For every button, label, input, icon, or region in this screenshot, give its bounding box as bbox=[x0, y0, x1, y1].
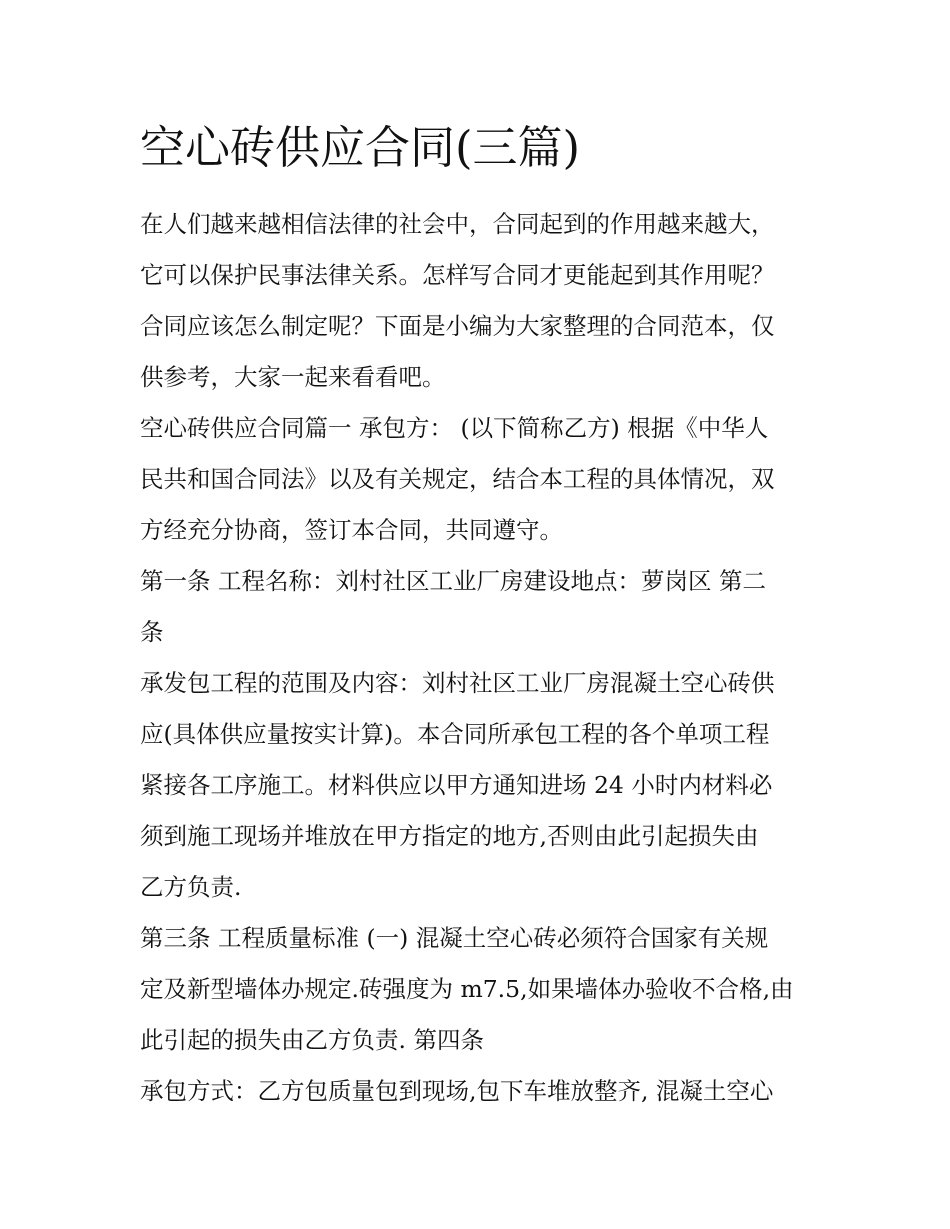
text-line: 承包方式：乙方包质量包到现场,包下车堆放整齐, 混凝土空心 bbox=[140, 1077, 774, 1105]
text-line: 条 bbox=[140, 618, 164, 646]
text-line: 应(具体供应量按实计算)。本合同所承包工程的各个单项工程 bbox=[140, 720, 770, 748]
paragraph-contract-one bbox=[140, 403, 820, 556]
text-line: 第三条 工程质量标准 (一) 混凝土空心砖必须符合国家有关规 bbox=[140, 924, 769, 952]
paragraph-contract-method bbox=[140, 1066, 820, 1117]
text-line: 紧接各工序施工。材料供应以甲方通知进场 24 小时内材料必 bbox=[140, 771, 773, 799]
paragraph-article-one bbox=[140, 556, 820, 658]
text-line: 定及新型墙体办规定.砖强度为 m7.5,如果墙体办验收不合格,由 bbox=[140, 975, 794, 1003]
document-body bbox=[140, 199, 820, 1117]
text-line: 此引起的损失由乙方负责. 第四条 bbox=[140, 1026, 484, 1054]
document-title: 空心砖供应合同(三篇) bbox=[140, 121, 581, 174]
text-line: 合同应该怎么制定呢？下面是小编为大家整理的合同范本，仅 bbox=[140, 312, 775, 340]
text-line: 方经充分协商，签订本合同，共同遵守。 bbox=[140, 516, 563, 544]
text-line: 它可以保护民事法律关系。怎样写合同才更能起到其作用呢？ bbox=[140, 261, 775, 289]
text-line: 承发包工程的范围及内容：刘村社区工业厂房混凝土空心砖供 bbox=[140, 669, 775, 697]
text-line: 供参考，大家一起来看看吧。 bbox=[140, 363, 446, 391]
text-line: 民共和国合同法》以及有关规定，结合本工程的具体情况，双 bbox=[140, 465, 775, 493]
text-line: 乙方负责. bbox=[140, 873, 242, 901]
text-line: 在人们越来越相信法律的社会中，合同起到的作用越来越大， bbox=[140, 210, 775, 238]
paragraph-article-three bbox=[140, 913, 820, 1066]
paragraph-scope bbox=[140, 658, 820, 913]
text-line: 空心砖供应合同篇一 承包方： (以下简称乙方) 根据《中华人 bbox=[140, 414, 769, 442]
paragraph-intro bbox=[140, 199, 820, 403]
text-line: 须到施工现场并堆放在甲方指定的地方,否则由此引起损失由 bbox=[140, 822, 759, 850]
text-line: 第一条 工程名称：刘村社区工业厂房建设地点：萝岗区 第二 bbox=[140, 567, 766, 595]
